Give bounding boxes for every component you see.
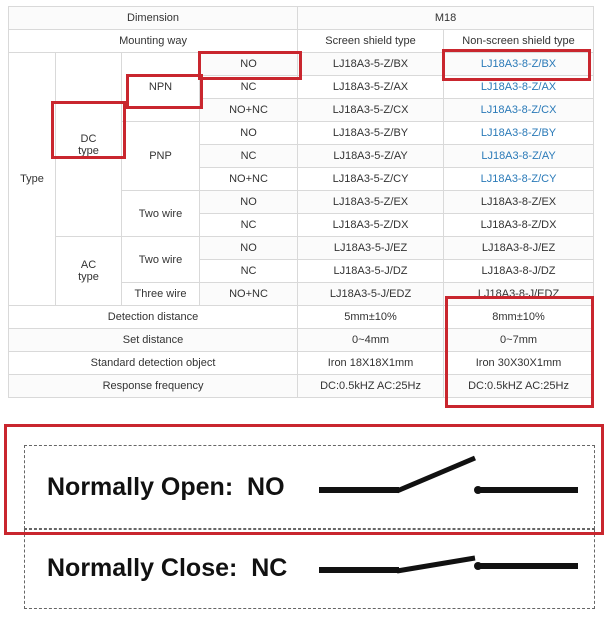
nonscreen-model-link[interactable]: LJ18A3-8-Z/BY xyxy=(444,122,594,145)
table-row xyxy=(9,237,594,260)
screen-model: LJ18A3-5-J/EZ xyxy=(298,237,444,260)
spec-nonscreen: 8mm±10% xyxy=(444,306,594,329)
nonscreen-model: LJ18A3-8-J/DZ xyxy=(444,260,594,283)
ac-type-label: AC type xyxy=(56,237,122,306)
spec-screen: 5mm±10% xyxy=(298,306,444,329)
normally-close-label: Normally Close: NC xyxy=(47,554,288,582)
screen-model: LJ18A3-5-Z/CY xyxy=(298,168,444,191)
nonscreen-model-link[interactable]: LJ18A3-8-Z/AY xyxy=(444,145,594,168)
spec-screen: Iron 18X18X1mm xyxy=(298,352,444,375)
screen-model: LJ18A3-5-Z/EX xyxy=(298,191,444,214)
nonscreen-model: LJ18A3-8-J/EZ xyxy=(444,237,594,260)
normally-close-panel xyxy=(24,529,595,609)
screen-model: LJ18A3-5-Z/BX xyxy=(298,53,444,76)
nonscreen-model-link[interactable]: LJ18A3-8-Z/CY xyxy=(444,168,594,191)
two-wire-dc-label: Two wire xyxy=(122,191,200,237)
table-row xyxy=(9,53,594,76)
nonscreen-model-link[interactable]: LJ18A3-8-Z/BX xyxy=(444,53,594,76)
nonscreen-model: LJ18A3-8-J/EDZ xyxy=(444,283,594,306)
dimension-label: Dimension xyxy=(9,7,298,30)
three-wire-label: Three wire xyxy=(122,283,200,306)
dimension-value: M18 xyxy=(298,7,594,30)
output-cell: NO xyxy=(200,53,298,76)
spec-screen: DC:0.5kHZ AC:25Hz xyxy=(298,375,444,398)
table-row xyxy=(9,7,594,30)
spec-label: Detection distance xyxy=(9,306,298,329)
spec-label: Set distance xyxy=(9,329,298,352)
output-cell: NO xyxy=(200,122,298,145)
spec-label: Standard detection object xyxy=(9,352,298,375)
table-row xyxy=(9,375,594,398)
table-row xyxy=(9,352,594,375)
spec-nonscreen: DC:0.5kHZ AC:25Hz xyxy=(444,375,594,398)
output-cell: NC xyxy=(200,145,298,168)
closed-switch-icon xyxy=(315,530,585,610)
output-cell: NO xyxy=(200,237,298,260)
spec-table xyxy=(8,6,594,398)
screen-model: LJ18A3-5-Z/BY xyxy=(298,122,444,145)
screen-model: LJ18A3-5-Z/DX xyxy=(298,214,444,237)
output-cell: NC xyxy=(200,76,298,99)
pnp-label: PNP xyxy=(122,122,200,191)
table-row xyxy=(9,329,594,352)
nonscreen-model-link[interactable]: LJ18A3-8-Z/AX xyxy=(444,76,594,99)
screen-model: LJ18A3-5-Z/CX xyxy=(298,99,444,122)
nonscreen-model-link[interactable]: LJ18A3-8-Z/CX xyxy=(444,99,594,122)
nonscreen-model: LJ18A3-8-Z/DX xyxy=(444,214,594,237)
screen-model: LJ18A3-5-J/DZ xyxy=(298,260,444,283)
output-cell: NO+NC xyxy=(200,283,298,306)
normally-open-label: Normally Open: NO xyxy=(47,473,285,501)
normally-open-panel xyxy=(24,445,595,529)
spec-label: Response frequency xyxy=(9,375,298,398)
output-cell: NO+NC xyxy=(200,99,298,122)
output-cell: NO xyxy=(200,191,298,214)
screen-model: LJ18A3-5-Z/AY xyxy=(298,145,444,168)
table-row xyxy=(9,306,594,329)
nonscreen-model: LJ18A3-8-Z/EX xyxy=(444,191,594,214)
type-label: Type xyxy=(9,53,56,306)
output-cell: NC xyxy=(200,260,298,283)
spec-screen: 0~4mm xyxy=(298,329,444,352)
two-wire-ac-label: Two wire xyxy=(122,237,200,283)
screen-model: LJ18A3-5-J/EDZ xyxy=(298,283,444,306)
screen-header: Screen shield type xyxy=(298,30,444,53)
output-cell: NC xyxy=(200,214,298,237)
dc-type-label: DC type xyxy=(56,53,122,237)
screen-model: LJ18A3-5-Z/AX xyxy=(298,76,444,99)
spec-nonscreen: 0~7mm xyxy=(444,329,594,352)
spec-nonscreen: Iron 30X30X1mm xyxy=(444,352,594,375)
table-row xyxy=(9,30,594,53)
npn-label: NPN xyxy=(122,53,200,122)
output-cell: NO+NC xyxy=(200,168,298,191)
nonscreen-header: Non-screen shield type xyxy=(444,30,594,53)
mounting-label: Mounting way xyxy=(9,30,298,53)
open-switch-icon xyxy=(315,446,585,530)
